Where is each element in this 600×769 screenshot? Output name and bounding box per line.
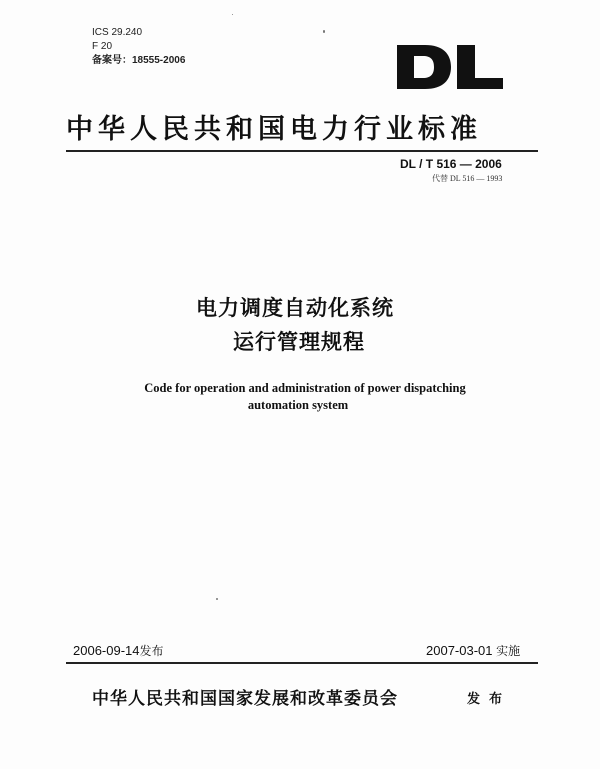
ccs-code: F 20 <box>92 41 113 52</box>
scan-speck <box>216 598 218 600</box>
implementation-date-block <box>426 642 520 659</box>
dl-logo <box>395 43 505 91</box>
issue-date: 2006-09-14 <box>73 643 140 658</box>
issue-label: 发布 <box>139 644 164 658</box>
record-number: 备案号：18555-2006 <box>92 55 186 66</box>
replaces-standard: 代替 DL 516 — 1993 <box>432 174 503 183</box>
scan-speck <box>232 14 233 15</box>
publish-label: 发布 <box>467 692 512 707</box>
implementation-date: 2007-03-01 <box>426 643 493 658</box>
standard-code: DL / T 516 — 2006 <box>400 157 502 171</box>
footer-divider <box>66 662 538 664</box>
scan-speck <box>323 30 325 33</box>
en-title-line-1: Code for operation and administration of power dispatching <box>144 381 466 395</box>
implementation-label: 实施 <box>496 644 521 658</box>
issuing-authority: 中华人民共和国国家发展和改革委员会 <box>92 689 398 709</box>
issue-date-block <box>73 642 164 659</box>
organization-title: 中华人民共和国电力行业标准 <box>66 114 482 145</box>
ics-code: ICS 29.240 <box>92 27 143 38</box>
cn-title-line-1: 电力调度自动化系统 <box>196 296 394 320</box>
cn-title-line-2: 运行管理规程 <box>233 330 365 354</box>
classification-block <box>92 26 185 68</box>
en-title-line-2: automation system <box>247 398 349 412</box>
header-divider <box>66 150 538 152</box>
